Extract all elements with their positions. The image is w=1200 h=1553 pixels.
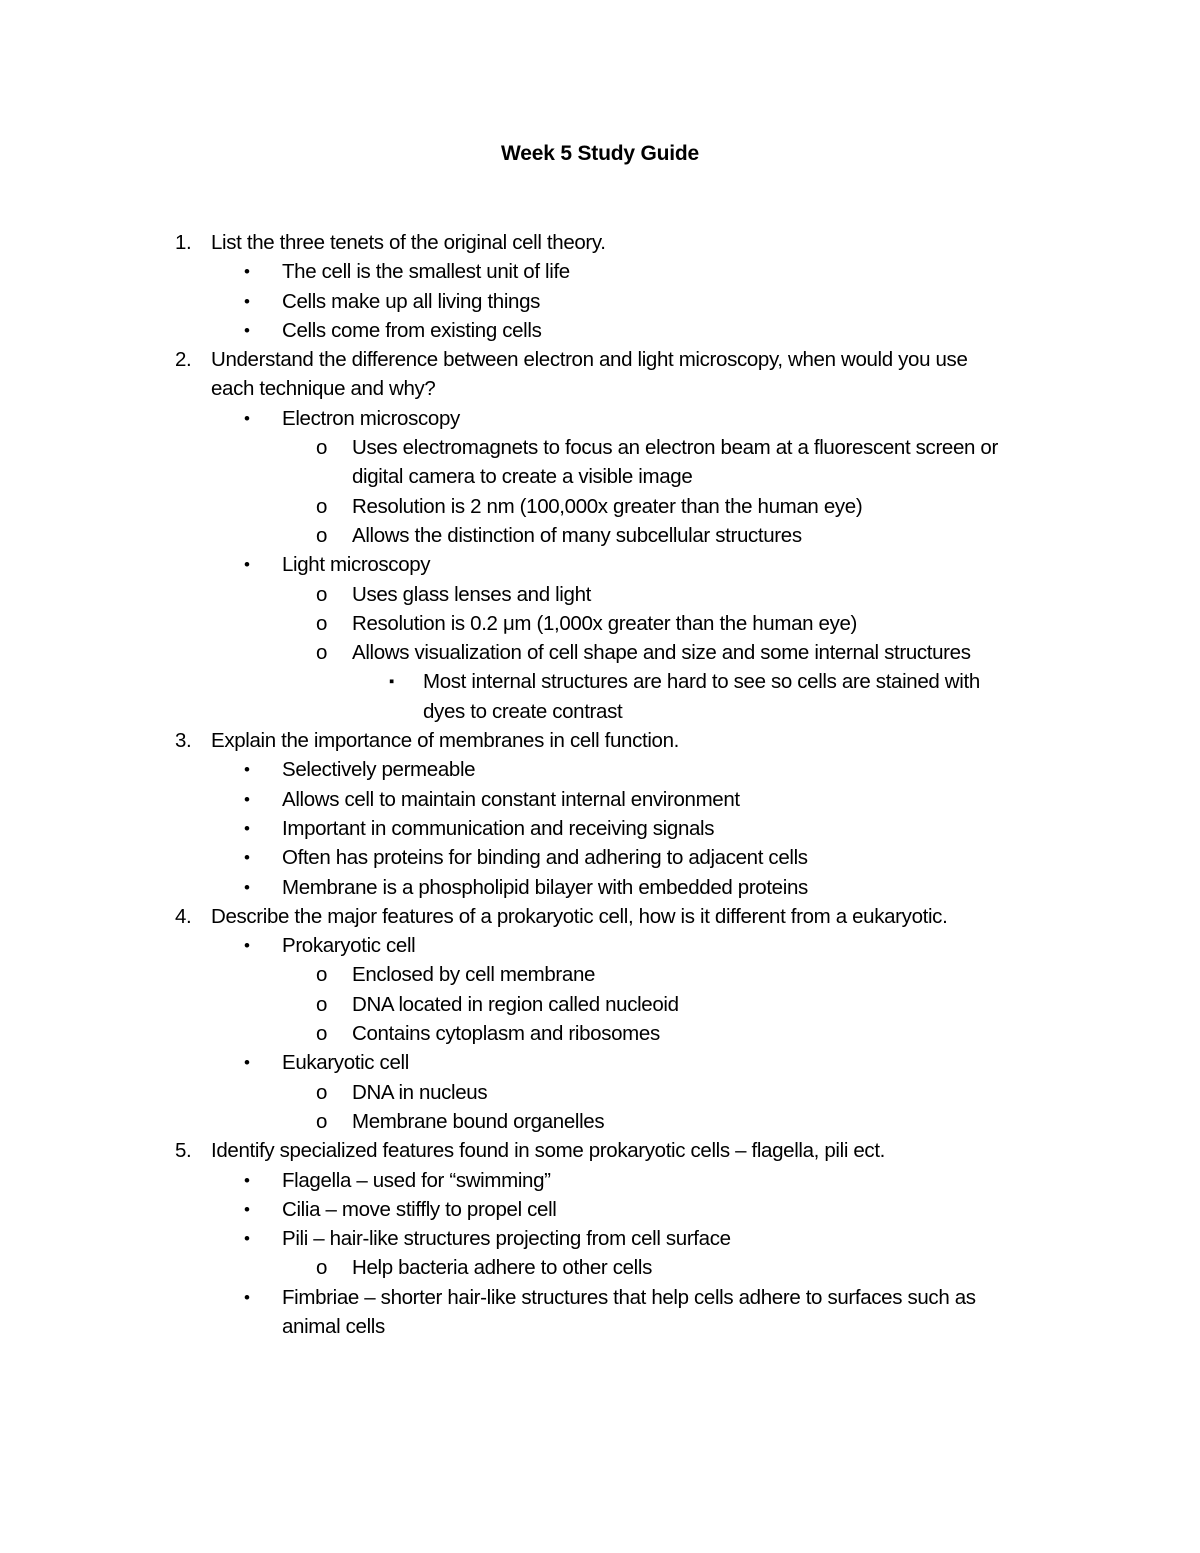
- circle-bullet-icon: o: [316, 523, 328, 547]
- list-number: 5.: [175, 1139, 192, 1163]
- bullet-icon: •: [244, 789, 250, 809]
- list-item-level-0: [0, 345, 1200, 374]
- list-item-text: Understand the difference between electron and light microscopy, when would you use: [211, 348, 968, 372]
- bullet-icon: •: [244, 936, 250, 956]
- circle-bullet-icon: o: [316, 963, 328, 987]
- list-item-text: Most internal structures are hard to see so cells are stained with: [423, 670, 980, 694]
- list-item-text: Membrane bound organelles: [352, 1109, 605, 1133]
- bullet-icon: •: [244, 408, 250, 428]
- list-item-level-1: [0, 843, 1200, 872]
- list-item-level-1: [0, 257, 1200, 286]
- list-item-text: Light microscopy: [282, 553, 431, 577]
- list-item-level-1: [0, 1224, 1200, 1253]
- list-item-level-1: [0, 550, 1200, 579]
- list-item-text: DNA in nucleus: [352, 1080, 488, 1104]
- bullet-icon: •: [244, 320, 250, 340]
- bullet-icon: •: [244, 760, 250, 780]
- bullet-icon: •: [244, 1199, 250, 1219]
- list-item-level-3: [0, 667, 1200, 696]
- list-item-text: Uses glass lenses and light: [352, 582, 591, 606]
- list-item-text: Cells come from existing cells: [282, 318, 542, 342]
- list-item-text: Allows cell to maintain constant internal environment: [282, 787, 740, 811]
- list-item-text: Identify specialized features found in some prokaryotic cells – flagella, pili ect.: [211, 1139, 886, 1163]
- list-item-text: Allows visualization of cell shape and size and some internal structures: [352, 641, 971, 665]
- list-item-level-2: [0, 521, 1200, 550]
- circle-bullet-icon: o: [316, 582, 328, 606]
- list-number: 4.: [175, 904, 192, 928]
- list-item-text: dyes to create contrast: [423, 699, 623, 723]
- list-item-level-2: [0, 433, 1200, 462]
- list-item-text: Help bacteria adhere to other cells: [352, 1256, 652, 1280]
- list-item-text: Fimbriae – shorter hair-like structures that help cells adhere to surfaces such as: [282, 1285, 976, 1309]
- list-item-text: Often has proteins for binding and adhering to adjacent cells: [282, 846, 808, 870]
- list-item-level-2: [0, 960, 1200, 989]
- list-item-level-1: [0, 814, 1200, 843]
- list-item-text: DNA located in region called nucleoid: [352, 992, 679, 1016]
- circle-bullet-icon: o: [316, 611, 328, 635]
- page-title: Week 5 Study Guide: [501, 142, 699, 165]
- list-item-text: Cells make up all living things: [282, 289, 541, 313]
- list-item-text: Resolution is 0.2 μm (1,000x greater than the human eye): [352, 611, 858, 635]
- circle-bullet-icon: o: [316, 1256, 328, 1280]
- list-item-text: Prokaryotic cell: [282, 934, 416, 958]
- list-item-level-1: [0, 1195, 1200, 1224]
- list-item-text: animal cells: [282, 1314, 385, 1338]
- list-item-text: Eukaryotic cell: [282, 1051, 409, 1075]
- list-item-text: Important in communication and receiving signals: [282, 816, 715, 840]
- list-item-text: List the three tenets of the original cell theory.: [211, 231, 606, 254]
- list-item-text: Membrane is a phospholipid bilayer with embedded proteins: [282, 875, 808, 899]
- circle-bullet-icon: o: [316, 992, 328, 1016]
- list-item-text: digital camera to create a visible image: [352, 465, 693, 489]
- list-number: 1.: [175, 231, 192, 254]
- list-item-level-2: [0, 1019, 1200, 1048]
- list-item-text: The cell is the smallest unit of life: [282, 260, 570, 284]
- bullet-icon: •: [244, 1170, 250, 1190]
- bullet-icon: •: [244, 1229, 250, 1249]
- list-item-text: Allows the distinction of many subcellular structures: [352, 523, 802, 547]
- list-number: 3.: [175, 729, 192, 753]
- list-item-level-2: [0, 1253, 1200, 1282]
- list-item-text: Selectively permeable: [282, 758, 476, 782]
- circle-bullet-icon: o: [316, 1109, 328, 1133]
- list-item-text: Enclosed by cell membrane: [352, 963, 596, 987]
- bullet-icon: •: [244, 262, 250, 282]
- list-item-level-1: [0, 873, 1200, 902]
- bullet-icon: •: [244, 555, 250, 575]
- list-item-text: Pili – hair-like structures projecting from cell surface: [282, 1227, 731, 1251]
- list-item-level-1: [0, 755, 1200, 784]
- list-item-level-2: [0, 580, 1200, 609]
- circle-bullet-icon: o: [316, 1080, 328, 1104]
- list-item-level-2: [0, 492, 1200, 521]
- list-item-level-0: [0, 726, 1200, 755]
- bullet-icon: •: [244, 877, 250, 897]
- list-item-level-2: [0, 462, 1200, 491]
- square-bullet-icon: ▪: [389, 673, 394, 691]
- list-item-text: each technique and why?: [211, 377, 436, 401]
- list-item-level-1: [0, 287, 1200, 316]
- circle-bullet-icon: o: [316, 1022, 328, 1046]
- list-item-level-2: [0, 1107, 1200, 1136]
- list-item-level-1: [0, 316, 1200, 345]
- list-item-level-2: [0, 609, 1200, 638]
- list-item-level-1: [0, 404, 1200, 433]
- bullet-icon: •: [244, 818, 250, 838]
- list-item-text: Contains cytoplasm and ribosomes: [352, 1022, 660, 1046]
- list-item-level-1: [0, 1283, 1200, 1312]
- study-guide-list: [0, 228, 1200, 1341]
- list-item-level-0: [0, 374, 1200, 403]
- list-item-level-1: [0, 1312, 1200, 1341]
- list-item-level-2: [0, 990, 1200, 1019]
- circle-bullet-icon: o: [316, 494, 328, 518]
- list-item-text: Cilia – move stiffly to propel cell: [282, 1197, 557, 1221]
- list-item-level-0: [0, 228, 1200, 257]
- list-item-text: Uses electromagnets to focus an electron beam at a fluorescent screen or: [352, 436, 998, 460]
- list-item-level-3: [0, 697, 1200, 726]
- list-item-level-1: [0, 1166, 1200, 1195]
- list-item-text: Electron microscopy: [282, 406, 460, 430]
- bullet-icon: •: [244, 1287, 250, 1307]
- bullet-icon: •: [244, 1053, 250, 1073]
- list-item-level-1: [0, 1048, 1200, 1077]
- list-item-level-1: [0, 931, 1200, 960]
- list-item-level-0: [0, 902, 1200, 931]
- list-item-level-2: [0, 1078, 1200, 1107]
- list-item-level-0: [0, 1136, 1200, 1165]
- list-item-text: Explain the importance of membranes in cell function.: [211, 729, 680, 753]
- circle-bullet-icon: o: [316, 641, 328, 665]
- list-item-level-2: [0, 638, 1200, 667]
- list-item-text: Flagella – used for “swimming”: [282, 1168, 551, 1192]
- list-item-text: Resolution is 2 nm (100,000x greater than the human eye): [352, 494, 863, 518]
- circle-bullet-icon: o: [316, 436, 328, 460]
- list-item-level-1: [0, 785, 1200, 814]
- bullet-icon: •: [244, 848, 250, 868]
- bullet-icon: •: [244, 291, 250, 311]
- list-item-text: Describe the major features of a prokaryotic cell, how is it different from a eukaryotic.: [211, 904, 948, 928]
- list-number: 2.: [175, 348, 192, 372]
